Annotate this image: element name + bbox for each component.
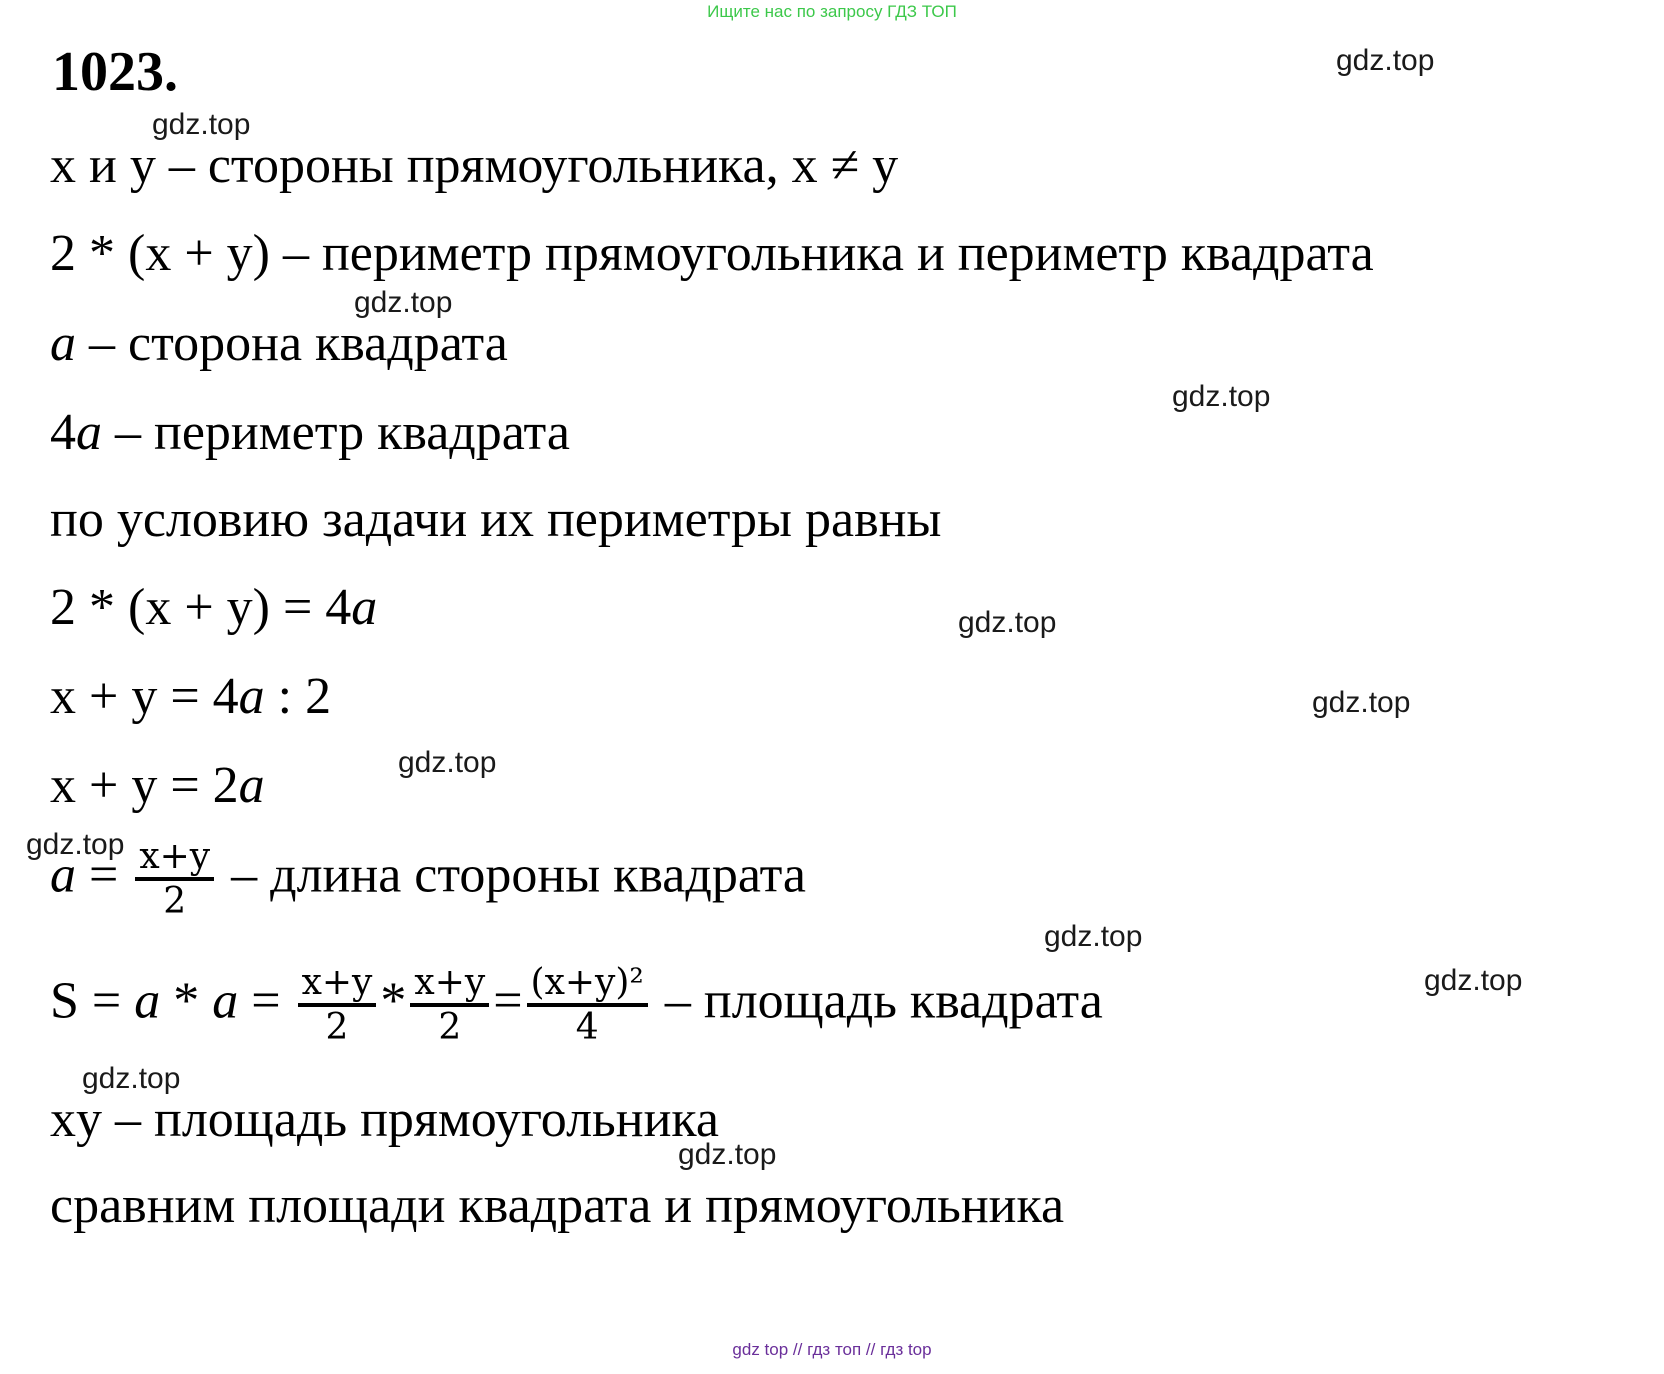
equals-sign: = xyxy=(493,972,523,1030)
variable-a: a xyxy=(134,972,161,1030)
fraction-denominator: 2 xyxy=(325,1007,349,1049)
area-symbol: S = xyxy=(50,972,135,1030)
solution-line-5: по условию задачи их периметры равны xyxy=(50,491,942,548)
variable-a: a xyxy=(238,668,265,725)
watermark: gdz.top xyxy=(1044,920,1143,953)
variable-a: a xyxy=(238,757,265,814)
problem-number: 1023. xyxy=(52,41,178,103)
solution-line-12: сравним площади квадрата и прямоугольника xyxy=(50,1177,1065,1234)
watermark: gdz.top xyxy=(678,1138,777,1171)
line-text: – длина стороны квадрата xyxy=(218,846,807,904)
fraction-numerator: x+y xyxy=(135,836,214,881)
fraction-denominator: 2 xyxy=(163,881,187,923)
fraction-denominator: 2 xyxy=(438,1007,462,1049)
multiply-sign: * xyxy=(160,972,213,1030)
watermark: gdz.top xyxy=(82,1062,181,1095)
fraction-2 xyxy=(410,962,489,1049)
watermark: gdz.top xyxy=(1424,964,1523,997)
footer-watermark: gdz top // гдз топ // гдз top xyxy=(732,1340,932,1359)
equation-left: x + y = 4 xyxy=(50,668,239,725)
watermark: gdz.top xyxy=(1312,686,1411,719)
solution-line-3 xyxy=(50,315,508,372)
variable-a: a xyxy=(50,846,76,904)
variable-a: a xyxy=(76,404,102,461)
solution-line-7 xyxy=(50,668,332,725)
solution-line-11: xy – площадь прямоугольника xyxy=(50,1091,719,1148)
search-banner: Ищите нас по запросу ГДЗ ТОП xyxy=(707,2,957,21)
variable-a: a xyxy=(212,972,239,1030)
fraction-3 xyxy=(527,962,648,1049)
watermark: gdz.top xyxy=(152,108,251,141)
line-text: – сторона квадрата xyxy=(76,315,508,372)
solution-line-2: 2 * (x + y) – периметр прямоугольника и периметр квадрата xyxy=(50,225,1374,282)
fraction-1 xyxy=(298,962,377,1049)
variable-a: a xyxy=(351,579,378,636)
solution-line-10 xyxy=(50,962,1103,1049)
solution-line-4 xyxy=(50,404,570,461)
line-text: – периметр квадрата xyxy=(102,404,570,461)
equals-sign: = xyxy=(238,972,294,1030)
fraction-numerator: (x+y)² xyxy=(527,962,648,1007)
coefficient: 4 xyxy=(50,404,76,461)
fraction xyxy=(135,836,214,923)
variable-a: a xyxy=(50,315,76,372)
watermark: gdz.top xyxy=(398,746,497,779)
multiply-sign: * xyxy=(380,972,407,1030)
solution-line-6 xyxy=(50,579,378,636)
watermark: gdz.top xyxy=(354,286,453,319)
equation-right: : 2 xyxy=(264,668,332,725)
equation-left: x + y = 2 xyxy=(50,757,239,814)
watermark: gdz.top xyxy=(958,606,1057,639)
watermark: gdz.top xyxy=(1172,380,1271,413)
fraction-numerator: x+y xyxy=(410,962,489,1007)
solution-line-8 xyxy=(50,757,265,814)
equals-sign: = xyxy=(76,846,132,904)
line-text: – площадь квадрата xyxy=(651,972,1103,1030)
solution-line-9 xyxy=(50,836,806,923)
fraction-denominator: 4 xyxy=(575,1007,599,1049)
watermark: gdz.top xyxy=(1336,44,1435,77)
fraction-numerator: x+y xyxy=(298,962,377,1007)
equation-left: 2 * (x + y) = 4 xyxy=(50,579,352,636)
solution-line-1: x и y – стороны прямоугольника, x ≠ y xyxy=(50,137,899,194)
watermark: gdz.top xyxy=(26,828,125,861)
